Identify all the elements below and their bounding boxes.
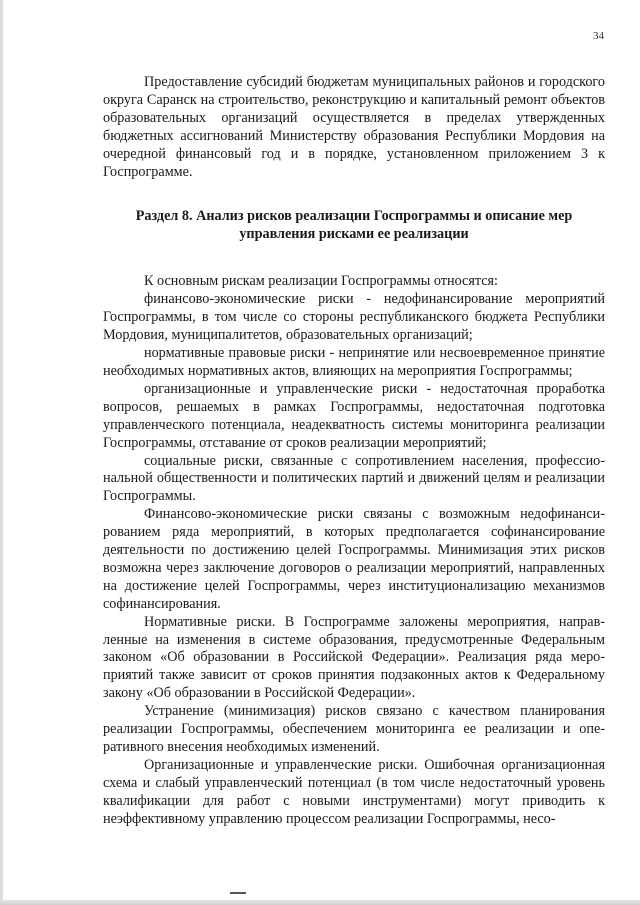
scan-mark: [230, 892, 246, 894]
document-body: [103, 74, 605, 829]
paragraph-social-risks: социальные риски, связанные с сопротивлением населения, профессиональной общественности и политических партий и движений целям и реализации Госпрограммы.: [103, 452, 605, 505]
paragraph-normative-explanation: Нормативные риски. В Госпрограмме заложены мероприятия, направленные на изменения в системе образования, предусмотренные Федеральным законом «Об образовании в Российской Федерации». Реализация ряда мероприятий также зависит от сроков принятия подзаконных актов к Федеральному закону «Об образовании в Российской Федерации».: [103, 613, 605, 702]
paragraph-organizational-explanation: Организационные и управленческие риски. Ошибочная организационная схема и слабый управленческий потенциал (в том числе недостаточный уровень квалификации для работ с новыми инструментами) могут приводить к неэффективному управлению процессом реализации Госпрограммы, несо-: [103, 756, 605, 827]
paragraph-financial-risks: финансово-экономические риски - недофинансирование мероприятий Госпрограммы, в том числе со стороны республиканского бюджета Республики Мордовия, муниципалитетов, образовательных организаций;: [103, 291, 605, 344]
scan-left-edge: [0, 0, 3, 905]
scan-bottom-edge: [0, 900, 640, 905]
paragraph-risks-intro: К основным рискам реализации Госпрограммы относятся:: [144, 273, 498, 290]
paragraph-organizational-risks: организационные и управленческие риски - недостаточная проработка вопросов, решаемых в рамках Госпрограммы, недостаточная подготовка управленческого потенциала, неадекватность системы мониторинга реализации Госпрограммы, отставание от сроков реализации мероприятий;: [103, 380, 605, 451]
paragraph-legal-risks: нормативные правовые риски - непринятие или несвоевременное принятие необходимых нормативных актов, влияющих на мероприятия Госпрограммы;: [103, 345, 605, 379]
paragraph-risk-mitigation: Устранение (минимизация) рисков связано с качеством планирования реализации Госпрограммы, обеспечением мониторинга ее реализации и оперативного внесения необходимых изменений.: [103, 703, 605, 755]
paragraph-subsidies: Предоставление субсидий бюджетам муниципальных районов и городского округа Саранск на строительство, реконструкцию и капитальный ремонт объектов образовательных организаций осуществляется в пределах утвержденных бюджетных ассигнований Министерству образования Республики Мордовия на очередной финансовый год и в порядке, установленном приложением 3 к Госпрограмме.: [103, 74, 605, 180]
section-heading: Раздел 8. Анализ рисков реализации Госпрограммы и описание мер управления рисками ее реализации: [135, 208, 573, 243]
page-number: 34: [593, 30, 604, 42]
paragraph-financial-explanation: Финансово-экономические риски связаны с возможным недофинансированием ряда мероприятий, в которых предполагается софинансирование деятельности по достижению целей Госпрограммы. Минимизация этих рисков возможна через заключение договоров о реализации мероприятий, направленных на достижение целей Госпрограммы, через институционализацию механизмов софинансирования.: [103, 506, 605, 612]
